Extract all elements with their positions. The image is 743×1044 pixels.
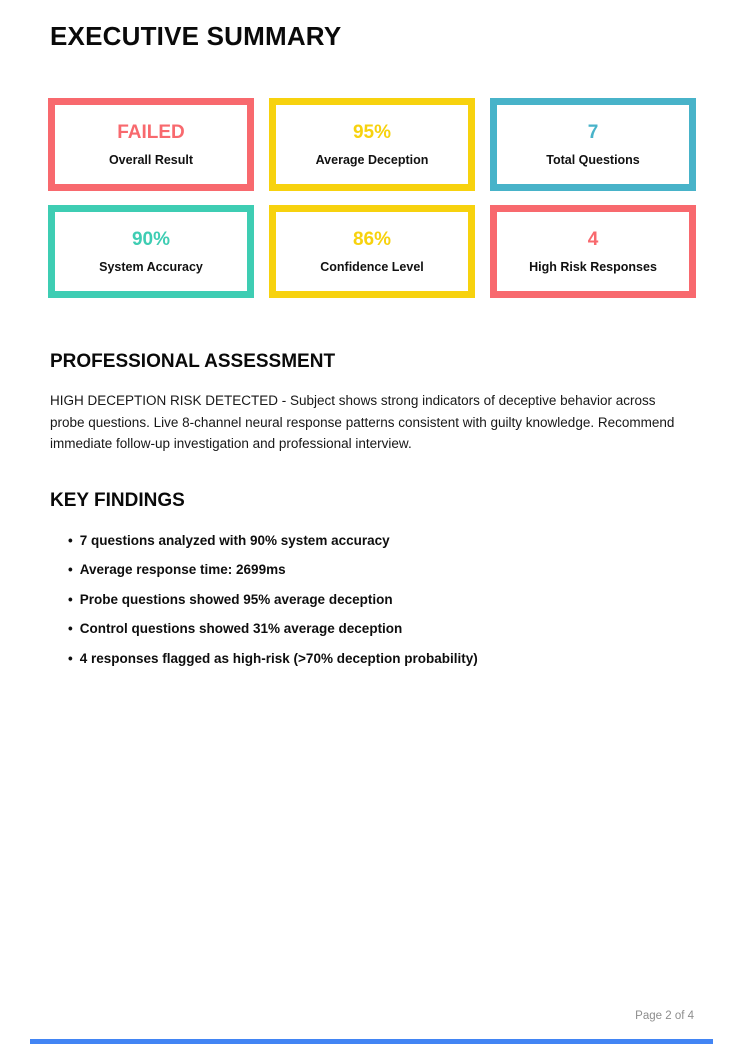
finding-text: 7 questions analyzed with 90% system accuracy xyxy=(79,532,390,548)
stat-card-confidence-level xyxy=(269,205,475,298)
page-number: Page 2 of 4 xyxy=(635,1010,694,1022)
bullet-icon: • xyxy=(68,562,73,577)
professional-assessment-heading: PROFESSIONAL ASSESSMENT xyxy=(50,351,336,372)
bullet-icon: • xyxy=(68,650,73,666)
stat-card-overall-result xyxy=(48,98,254,191)
finding-item xyxy=(68,622,693,636)
stat-card-total-questions xyxy=(490,98,696,191)
bullet-icon: • xyxy=(68,532,73,548)
stat-card-high-risk-responses xyxy=(490,205,696,298)
finding-text: Probe questions showed 95% average deception xyxy=(79,591,393,607)
summary-cards-grid xyxy=(48,98,696,298)
stat-card-average-deception xyxy=(269,98,475,191)
card-label: High Risk Responses xyxy=(529,259,657,274)
bullet-icon: • xyxy=(68,621,73,636)
finding-text: Control questions showed 31% average deception xyxy=(79,621,403,636)
card-label: Overall Result xyxy=(108,152,194,167)
card-value: 4 xyxy=(587,228,599,250)
stat-card-system-accuracy xyxy=(48,205,254,298)
page-title: EXECUTIVE SUMMARY xyxy=(50,21,342,51)
key-findings-section xyxy=(0,490,743,666)
card-label: Total Questions xyxy=(546,152,640,167)
finding-text: 4 responses flagged as high-risk (>70% deception probability) xyxy=(79,650,478,666)
card-value: 86% xyxy=(352,228,392,250)
key-findings-heading: KEY FINDINGS xyxy=(50,489,185,511)
finding-item xyxy=(68,593,693,607)
card-value: 95% xyxy=(352,121,392,143)
card-label: Average Deception xyxy=(315,152,429,167)
bullet-icon: • xyxy=(68,591,73,607)
bottom-accent-bar xyxy=(30,1039,713,1044)
finding-item xyxy=(68,563,693,577)
card-value: 90% xyxy=(131,228,171,250)
finding-item xyxy=(68,652,693,666)
professional-assessment-body: HIGH DECEPTION RISK DETECTED - Subject shows strong indicators of deceptive behavior across probe questions. Live 8-channel neural response patterns consistent with guilty knowledge. Recommend immediate follow-up investigation and professional interview. xyxy=(50,393,675,451)
finding-item xyxy=(68,534,693,548)
card-value: FAILED xyxy=(117,121,185,143)
card-label: System Accuracy xyxy=(99,259,203,274)
key-findings-list xyxy=(50,534,693,666)
card-value: 7 xyxy=(587,121,599,143)
finding-text: Average response time: 2699ms xyxy=(79,562,286,577)
professional-assessment-section xyxy=(0,351,743,455)
card-label: Confidence Level xyxy=(320,259,424,274)
